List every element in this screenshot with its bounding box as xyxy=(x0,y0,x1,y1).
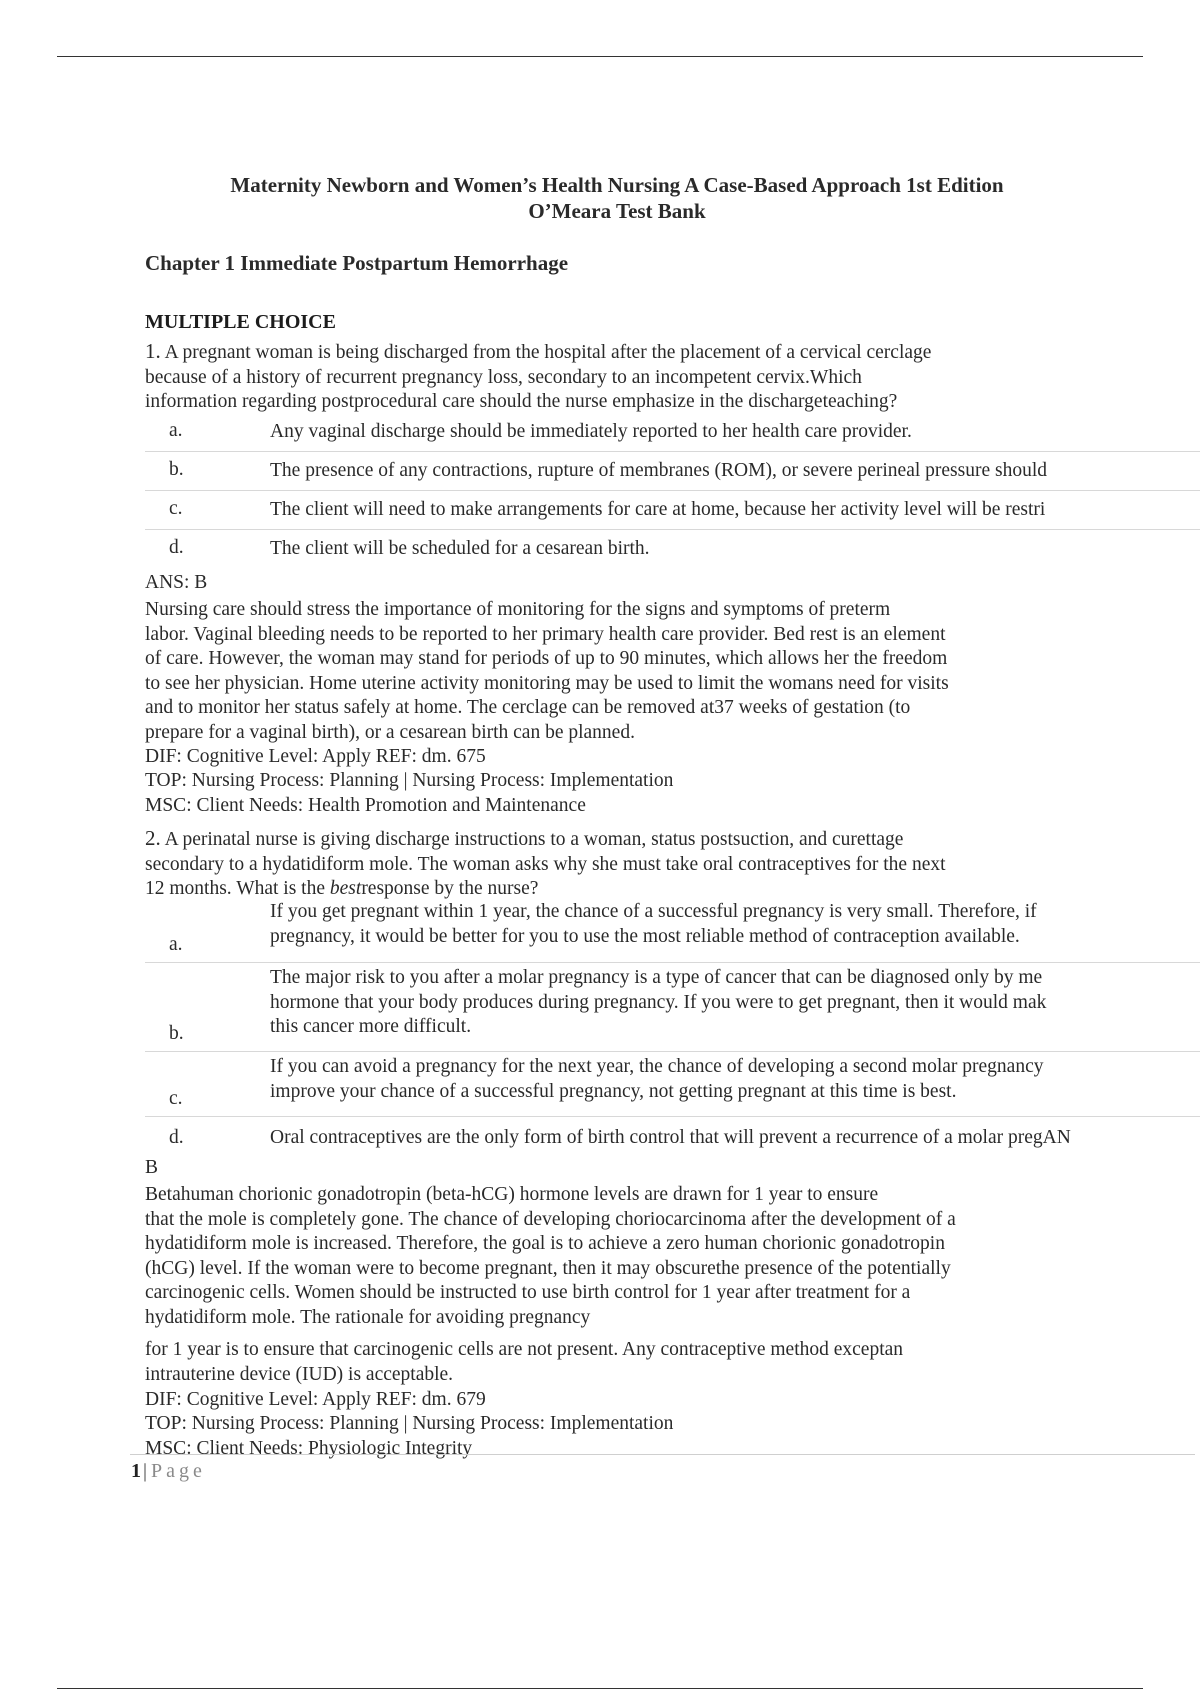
rationale-line: hydatidiform mole is increased. Therefore, the goal is to achieve a zero human chorionic gonadotropin xyxy=(145,1233,945,1255)
question-2-number: 2. xyxy=(145,826,161,850)
option-letter: b. xyxy=(169,1023,184,1044)
option-letter: d. xyxy=(169,537,184,558)
question-1-stem-line: information regarding postprocedural care should the nurse emphasize in the dischargeteaching? xyxy=(145,391,898,412)
rationale-line: Nursing care should stress the importance of monitoring for the signs and symptoms of preterm xyxy=(145,599,891,620)
question-1-option-b xyxy=(145,451,1200,490)
rationale-line: labor. Vaginal bleeding needs to be reported to her primary health care provider. Bed rest is an element xyxy=(145,623,946,645)
question-1-option-c xyxy=(145,490,1200,529)
page-number: 1 xyxy=(131,1460,141,1482)
emphasis-best: best xyxy=(329,878,362,899)
question-1-metadata xyxy=(145,745,1145,818)
option-letter: b. xyxy=(169,459,184,480)
rationale-line: for 1 year is to ensure that carcinogenic cells are not present. Any contraceptive method exceptan xyxy=(145,1339,904,1360)
rationale-line: and to monitor her status safely at home. The cerclage can be removed at37 weeks of gestation (to xyxy=(145,697,911,719)
footer-rule xyxy=(130,1454,1195,1455)
question-2-rationale xyxy=(145,1183,1145,1331)
bottom-rule xyxy=(57,1688,1143,1689)
option-text: Any vaginal discharge should be immediately reported to her health care provider. xyxy=(270,421,912,442)
question-1-stem-line: 1. A pregnant woman is being discharged from the hospital after the placement of a cervical cerclage xyxy=(145,339,932,363)
question-2-rationale-continued xyxy=(145,1338,1145,1387)
option-text: The client will need to make arrangements for care at home, because her activity level will be restri xyxy=(270,499,1046,520)
option-text: The presence of any contractions, rupture of membranes (ROM), or severe perineal pressure should xyxy=(270,460,1048,481)
page-word: Page xyxy=(151,1460,206,1482)
section-heading: MULTIPLE CHOICE xyxy=(145,311,336,333)
rationale-line: carcinogenic cells. Women should be instructed to use birth control for 1 year after treatment for a xyxy=(145,1282,911,1304)
option-letter: c. xyxy=(169,498,183,519)
dif-line: DIF: Cognitive Level: Apply REF: dm. 679 xyxy=(145,1389,486,1410)
question-1-stem-line: because of a history of recurrent pregnancy loss, secondary to an incompetent cervix.Which xyxy=(145,366,862,388)
option-letter: a. xyxy=(169,420,183,441)
question-2-options xyxy=(145,897,1200,1155)
question-2-metadata xyxy=(145,1388,1145,1461)
top-line: TOP: Nursing Process: Planning | Nursing Process: Implementation xyxy=(145,1413,674,1435)
msc-line: MSC: Client Needs: Health Promotion and Maintenance xyxy=(145,794,586,816)
option-letter: d. xyxy=(169,1127,184,1148)
question-1-option-d xyxy=(145,529,1200,568)
chapter-heading: Chapter 1 Immediate Postpartum Hemorrhage xyxy=(145,251,569,275)
rationale-line: prepare for a vaginal birth), or a cesarean birth can be planned. xyxy=(145,721,635,743)
question-2-option-d xyxy=(145,1116,1200,1155)
option-text: If you can avoid a pregnancy for the next year, the chance of developing a second molar pregnancy improve your chance of a successful pregnancy, not getting pregnant at this time is best. xyxy=(270,1056,1044,1102)
option-text: The client will be scheduled for a cesarean birth. xyxy=(270,538,650,559)
question-2-stem xyxy=(145,826,1145,902)
question-2-option-a xyxy=(145,897,1200,962)
question-2-stem-line: 2. A perinatal nurse is giving discharge instructions to a woman, status postsuction, and curettage xyxy=(145,826,904,850)
option-letter: a. xyxy=(169,934,183,955)
question-2-option-b xyxy=(145,962,1200,1051)
question-1-option-a xyxy=(145,413,1200,451)
option-letter: c. xyxy=(169,1088,183,1109)
document-title: Maternity Newborn and Women’s Health Nursing A Case-Based Approach 1st Edition xyxy=(230,173,1004,197)
rationale-line: hydatidiform mole. The rationale for avoiding pregnancy xyxy=(145,1306,591,1328)
question-2-stem-line: secondary to a hydatidiform mole. The woman asks why she must take oral contraceptives for the next xyxy=(145,853,946,875)
option-text: The major risk to you after a molar pregnancy is a type of cancer that can be diagnosed only by me hormone that your body produces during pregnancy. If you were to get pregnant, then it would mak this cancer more difficult. xyxy=(270,967,1047,1037)
page-separator: | xyxy=(143,1460,148,1482)
rationale-line: (hCG) level. If the woman were to become pregnant, then it may obscurethe presence of the potentially xyxy=(145,1257,951,1279)
rationale-line: of care. However, the woman may stand for periods of up to 90 minutes, which allows her the freedom xyxy=(145,648,948,670)
document-subtitle: O’Meara Test Bank xyxy=(528,199,706,223)
question-1-rationale xyxy=(145,598,1145,746)
question-1-options xyxy=(145,413,1200,568)
option-text: If you get pregnant within 1 year, the chance of a successful pregnancy is very small. Therefore, if pregnancy, it would be better for you to use the most reliable method of contraception available. xyxy=(270,901,1037,947)
question-2-stem-line: 12 months. What is the bestresponse by the nurse? xyxy=(145,878,539,899)
question-2-option-c xyxy=(145,1051,1200,1116)
msc-line: MSC: Client Needs: Physiologic Integrity xyxy=(145,1437,473,1459)
question-2-answer: B xyxy=(145,1157,159,1178)
page-footer xyxy=(131,1460,206,1483)
rationale-line: to see her physician. Home uterine activity monitoring may be used to limit the womans need for visits xyxy=(145,672,949,694)
top-rule xyxy=(57,56,1143,57)
question-1-stem xyxy=(145,339,1145,415)
rationale-line: Betahuman chorionic gonadotropin (beta-hCG) hormone levels are drawn for 1 year to ensure xyxy=(145,1184,879,1205)
rationale-line: intrauterine device (IUD) is acceptable. xyxy=(145,1363,454,1385)
dif-line: DIF: Cognitive Level: Apply REF: dm. 675 xyxy=(145,746,486,767)
option-text: Oral contraceptives are the only form of birth control that will prevent a recurrence of a molar pregAN xyxy=(270,1127,1071,1148)
question-1-number: 1. xyxy=(145,339,161,363)
question-1-answer: ANS: B xyxy=(145,572,208,593)
rationale-line: that the mole is completely gone. The chance of developing choriocarcinoma after the development of a xyxy=(145,1208,956,1230)
top-line: TOP: Nursing Process: Planning | Nursing Process: Implementation xyxy=(145,770,674,792)
